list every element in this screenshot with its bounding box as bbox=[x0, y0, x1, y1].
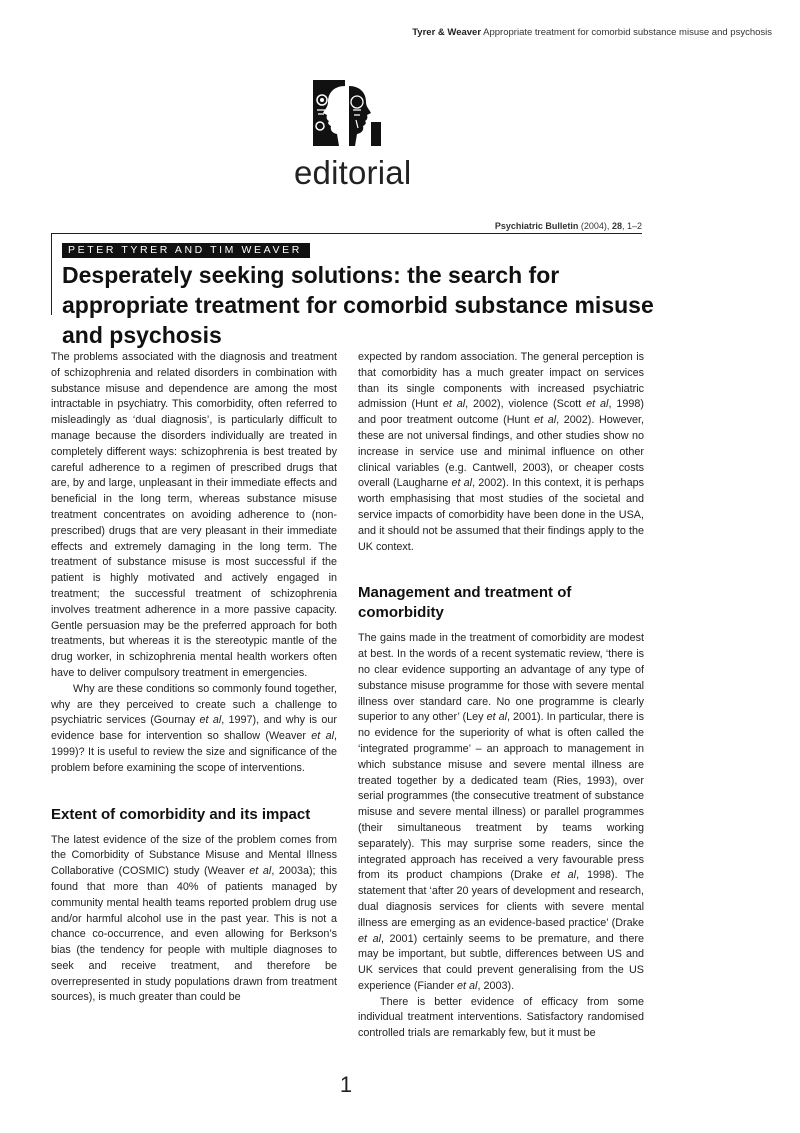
article-title: Desperately seeking solutions: the search for appropriate treatment for comorbid substance misuse and psychosis bbox=[62, 262, 654, 348]
paragraph: expected by random association. The general perception is that comorbidity has a much greater impact on services than its single components with increased psychiatric admission (Hunt et al, 2002), violence (Scott et al, 1998) and poor treatment outcome (Hunt et al, 2002). However, these are not universal findings, and other studies show no increase in service use and minimal influence on other clinical variables (e.g. Cantwell, 2003), or cheaper costs overall (Laugharne et al, 2002). In this context, it is perhaps worth emphasising that most studies of the societal and service impacts of comorbidity have been done in the USA, and it should not be assumed that their findings apply to the UK context. bbox=[358, 351, 644, 553]
left-column bbox=[51, 350, 337, 1006]
section-heading-extent: Extent of comorbidity and its impact bbox=[51, 805, 311, 823]
paragraph: The problems associated with the diagnosis and treatment of schizophrenia and related disorders in combination with substance misuse and dependence are among the most intractable in psychiatry. This comorbidity, often referred to misleadingly as ‘dual diagnosis’, is particularly difficult to manage because the disorders individually are treated in completely different ways: schizophrenia is best treated by careful adherence to a regimen of prescribed drugs that are, by and large, unpleasant in their immediate effects and beneficial in the long term, whereas substance misuse treatment concentrates on avoiding adherence to (non-prescribed) drugs that are very pleasant in their immediate effects and extremely damaging in the long term. The treatment of substance misuse is most successful if the patient is highly motivated and actively engaged in treatment; the successful treatment of schizophrenia involves treatment adherence in a more passive capacity. Gentle persuasion may be the preferred approach for both treatments, but whereas it is the stereotypic mantle of the drug worker, in schizophrenia mental health workers often have to deliver compulsory treatment in emergencies. bbox=[51, 351, 337, 679]
right-column bbox=[358, 350, 644, 1042]
citation-year: (2004), bbox=[580, 221, 610, 231]
running-head-title: Appropriate treatment for comorbid substance misuse and psychosis bbox=[483, 27, 772, 38]
page-number: 1 bbox=[339, 1072, 353, 1097]
paragraph: Why are these conditions so commonly found together, why are they perceived to create such a challenge to psychiatric services (Gournay et al, 1997), and why is our evidence base for intervention so shallow (Weaver et al, 1999)? It is useful to review the size and significance of the problem before examining the scope of interventions. bbox=[51, 682, 337, 774]
section-heading-management: Management and treatment of comorbidity bbox=[358, 584, 572, 622]
running-head bbox=[412, 27, 772, 38]
citation-volume: 28 bbox=[611, 221, 622, 231]
paragraph: The latest evidence of the size of the problem comes from the Comorbidity of Substance Misuse and Mental Illness Collaborative (COSMIC) study (Weaver et al, 2003a); this found that more than 40% of patients managed by community mental health teams reported problem drug use and/or harmful alcohol use in the past year. This is not a chance co-occurrence, and even allowing for Berkson’s bias (the tendency for people with multiple diagnoses to seek and receive treatment, and therefore be overrepresented in study populations drawn from treatment sources), is much greater than could be bbox=[51, 833, 337, 1004]
header-rule bbox=[51, 233, 642, 234]
running-head-authors: Tyrer & Weaver bbox=[412, 27, 482, 38]
article-authors: PETER TYRER AND TIM WEAVER bbox=[62, 243, 310, 258]
citation-pages: , 1–2 bbox=[621, 221, 642, 231]
paragraph: There is better evidence of efficacy from some individual treatment interventions. Satisfactory randomised controlled trials are remarkably few, but it must be bbox=[358, 995, 644, 1040]
two-faces-profile-logo bbox=[313, 80, 381, 146]
citation bbox=[495, 221, 642, 231]
paragraph: The gains made in the treatment of comorbidity are modest at best. In the words of a recent systematic review, ‘there is no clear evidence supporting an advantage of any type of substance misuse programme for those with severe mental illness over standard care. No one programme is clearly superior to any other’ (Ley et al, 2001). In particular, there is no evidence for the superiority of what is often called the ‘integrated programme’ – an approach to management in which substance misuse and severe mental illness are treated together by a dedicated team (Ries, 1993), over serial programmes (the consecutive treatment of substance misuse and severe mental illness) or parallel programmes (their simultaneous treatment by teams working separately). This may surprise some readers, since the integrated approach has received a very favourable press from its product champions (Drake et al, 1998). The statement that ‘after 20 years of development and research, dual diagnosis services for clients with severe mental illness are emerging as an evidence-based practice’ (Drake et al, 2001) certainly seems to be premature, and there may be important, but subtle, differences between US and UK services that could prevent generalising from the US experience (Fiander et al, 2003). bbox=[358, 632, 644, 992]
section-label: editorial bbox=[294, 154, 412, 191]
journal-name: Psychiatric Bulletin bbox=[494, 221, 579, 231]
header-rule-vertical bbox=[51, 233, 52, 315]
